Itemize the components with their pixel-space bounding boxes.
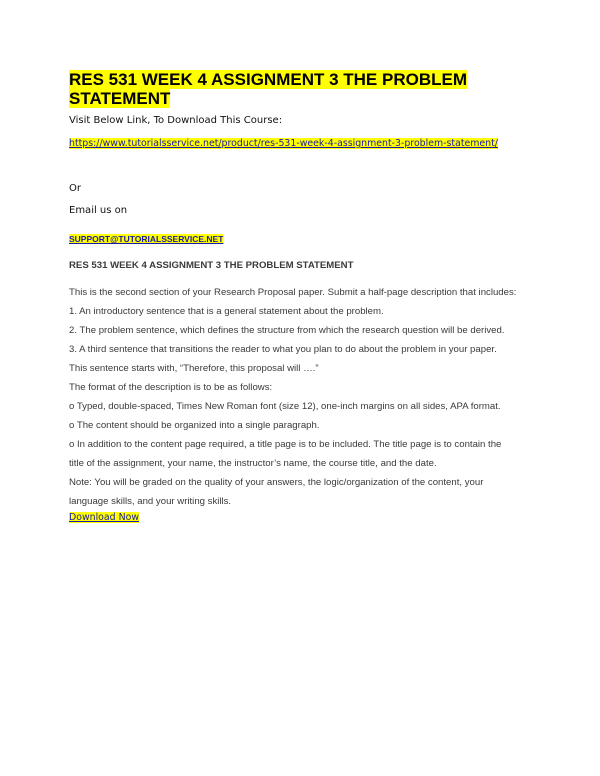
body-line: title of the assignment, your name, the instructor’s name, the course title, and the date. [69, 458, 437, 469]
email-link-text[interactable]: SUPPORT@TUTORIALSSERVICE.NET [69, 234, 224, 244]
page-title [69, 70, 539, 108]
visit-instruction: Visit Below Link, To Download This Course: [69, 115, 283, 126]
or-text: Or [69, 183, 81, 194]
course-link-text[interactable]: https://www.tutorialsservice.net/product/res-531-week-4-assignment-3-problem-statement/ [69, 138, 498, 149]
download-now-link[interactable] [69, 512, 139, 523]
body-line: Note: You will be graded on the quality of your answers, the logic/organization of the content, your [69, 477, 484, 488]
body-line: This sentence starts with, “Therefore, this proposal will ….” [69, 363, 319, 374]
body-line: language skills, and your writing skills. [69, 496, 232, 507]
body-line: o Typed, double-spaced, Times New Roman font (size 12), one-inch margins on all sides, APA format. [69, 401, 501, 412]
body-line: o The content should be organized into a single paragraph. [69, 420, 320, 431]
assignment-description [69, 286, 549, 514]
email-label: Email us on [69, 205, 128, 216]
body-line: This is the second section of your Research Proposal paper. Submit a half-page description that includes: [69, 287, 517, 298]
email-link[interactable] [69, 234, 223, 244]
course-link[interactable] [69, 138, 498, 149]
body-line: 2. The problem sentence, which defines the structure from which the research question will be derived. [69, 325, 505, 336]
section-heading: RES 531 WEEK 4 ASSIGNMENT 3 THE PROBLEM STATEMENT [69, 260, 354, 271]
page-title-text: RES 531 WEEK 4 ASSIGNMENT 3 THE PROBLEM STATEMENT [69, 70, 467, 108]
body-line: 1. An introductory sentence that is a general statement about the problem. [69, 306, 384, 317]
download-now-label[interactable]: Download Now [69, 512, 139, 523]
body-line: 3. A third sentence that transitions the reader to what you plan to do about the problem in your paper. [69, 344, 497, 355]
body-line: The format of the description is to be as follows: [69, 382, 273, 393]
body-line: o In addition to the content page required, a title page is to be included. The title page is to contain the [69, 439, 502, 450]
